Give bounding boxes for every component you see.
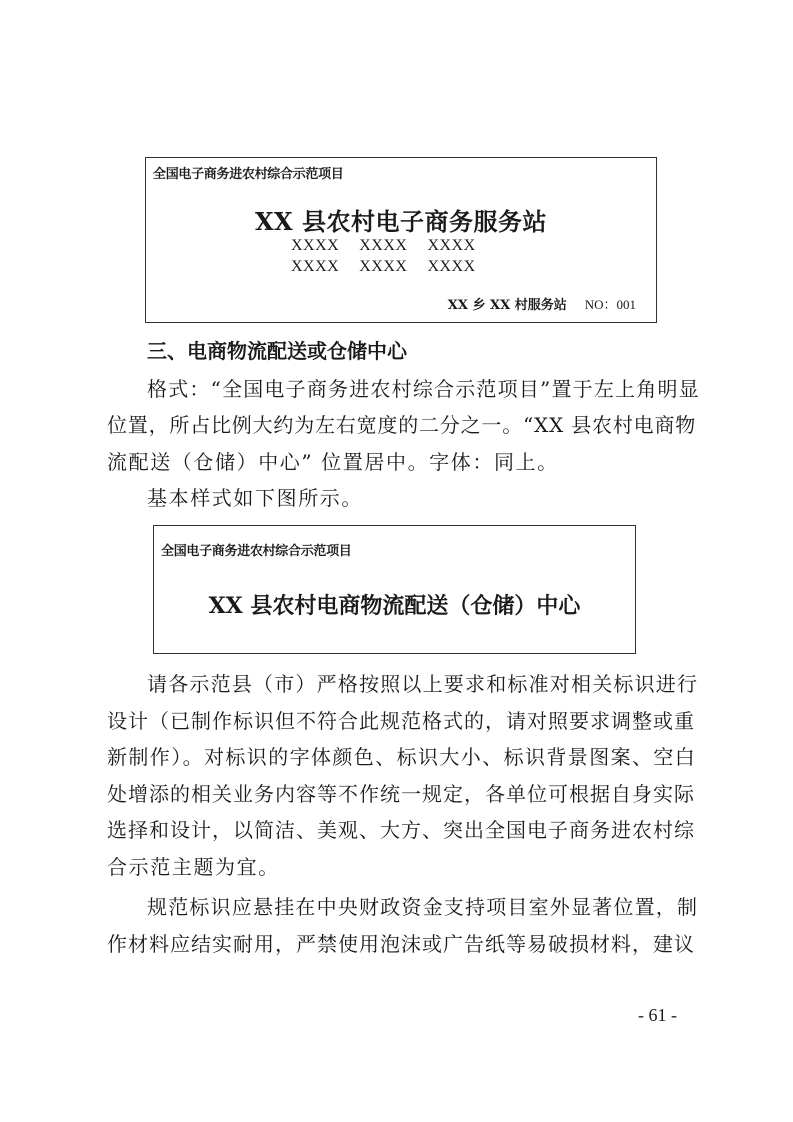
placeholder-text: XXXX bbox=[359, 237, 408, 254]
body-line: 新制作）。对标识的字体颜色、标识大小、标识背景图案、空白 bbox=[107, 745, 697, 769]
body-line: 位置，所占比例大约为左右宽度的二分之一。“XX 县农村电商物 bbox=[107, 413, 697, 437]
placeholder-text: XXXX bbox=[359, 258, 408, 275]
sign-placeholder-row bbox=[291, 258, 496, 276]
body-line: 基本样式如下图所示。 bbox=[147, 486, 363, 510]
sign-top-label: 全国电子商务进农村综合示范项目 bbox=[161, 544, 352, 559]
placeholder-text: XXXX bbox=[427, 258, 476, 275]
section-heading: 三、电商物流配送或仓储中心 bbox=[147, 339, 407, 363]
body-line: 设计（已制作标识但不符合此规范格式的，请对照要求调整或重 bbox=[107, 709, 695, 733]
placeholder-text: XXXX bbox=[291, 258, 340, 275]
sign-title: XX 县农村电子商务服务站 bbox=[254, 207, 548, 236]
sign-footer bbox=[448, 294, 636, 313]
placeholder-text: XXXX bbox=[291, 237, 340, 254]
page-number: - 61 - bbox=[638, 1005, 677, 1025]
sign-sample-service-station bbox=[145, 157, 657, 323]
body-line: 规范标识应悬挂在中央财政资金支持项目室外显著位置，制 bbox=[147, 895, 699, 919]
body-line: 选择和设计，以简洁、美观、大方、突出全国电子商务进农村综 bbox=[107, 818, 695, 842]
body-line: 格式：“全国电子商务进农村综合示范项目”置于左上角明显 bbox=[147, 377, 700, 401]
body-line: 请各示范县（市）严格按照以上要求和标准对相关标识进行 bbox=[147, 672, 699, 696]
body-line: 流配送（仓储）中心” 位置居中。字体：同上。 bbox=[107, 450, 559, 474]
sign-footer-station: XX 乡 XX 村服务站 bbox=[447, 298, 567, 313]
body-line: 处增添的相关业务内容等不作统一规定，各单位可根据自身实际 bbox=[107, 782, 695, 806]
body-line: 合示范主题为宜。 bbox=[107, 855, 280, 879]
sign-title: XX 县农村电商物流配送（仓储）中心 bbox=[208, 593, 581, 619]
placeholder-text: XXXX bbox=[427, 237, 476, 254]
sign-footer-number: NO：001 bbox=[584, 297, 636, 312]
sign-top-label: 全国电子商务进农村综合示范项目 bbox=[153, 167, 344, 182]
sign-placeholder-row bbox=[291, 237, 496, 255]
body-line: 作材料应结实耐用，严禁使用泡沫或广告纸等易破损材料，建议 bbox=[107, 932, 695, 956]
sign-sample-logistics-center bbox=[153, 525, 636, 654]
